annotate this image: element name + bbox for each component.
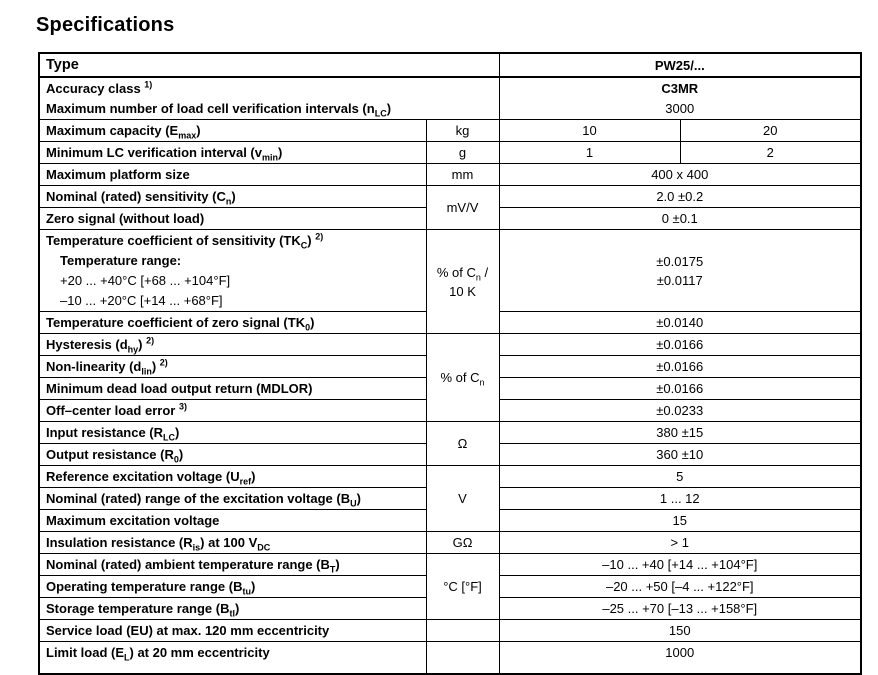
tk-unit: % of $C_n$ / 10 K (426, 230, 499, 334)
accuracy-block-labels (39, 77, 499, 120)
row-input-resistance (39, 422, 861, 444)
tk-range2: –10 ... +20°C [+14 ... +68°F] (60, 292, 223, 308)
max-excitation-voltage-value: 15 (499, 510, 861, 532)
mdlor-value: ±0.0166 (499, 378, 861, 400)
row-service-load (39, 620, 861, 642)
limit-load-label: Limit load $(E_L)$ at 20 mm eccentricity (39, 642, 426, 675)
service-load-unit (426, 620, 499, 642)
accuracy-class-value: C3MR (661, 80, 699, 96)
output-resistance-label: Output resistance $(R_0)$ (39, 444, 426, 466)
limit-load-unit (426, 642, 499, 675)
service-load-value: 150 (499, 620, 861, 642)
row-type-label: Type (39, 53, 499, 77)
non-linearity-label: Non-linearity $(d_{lin})$ $^{2)}$ (39, 356, 426, 378)
row-min-lc-interval (39, 142, 861, 164)
row-insulation-resistance (39, 532, 861, 554)
tk-sensitivity-values (499, 230, 861, 312)
tk-zero-signal-value: ±0.0140 (499, 312, 861, 334)
page-title: Specifications (36, 14, 175, 36)
row-max-platform-size (39, 164, 861, 186)
tk-sensitivity-value1: ±0.0175 (656, 253, 704, 269)
input-resistance-value: 380 ±15 (499, 422, 861, 444)
specifications-table (38, 52, 862, 675)
accuracy-class-label: Accuracy class $^{1)}$ (46, 79, 153, 96)
row-tk-sensitivity (39, 230, 861, 312)
storage-temp-range-value: –25 ... +70 [–13 ... +158°F] (499, 598, 861, 620)
zero-signal-value: 0 ±0.1 (499, 208, 861, 230)
row-type (39, 53, 861, 77)
ambient-temp-range-value: –10 ... +40 [+14 ... +104°F] (499, 554, 861, 576)
max-capacity-value-b: 20 (680, 120, 861, 142)
pct-cn-unit: % of $C_n$ (426, 334, 499, 422)
non-linearity-value: ±0.0166 (499, 356, 861, 378)
mdlor-label: Minimum dead load output return (MDLOR) (39, 378, 426, 400)
storage-temp-range-label: Storage temperature range $(B_{tl})$ (39, 598, 426, 620)
max-capacity-label: Maximum capacity $(E_{max})$ (39, 120, 426, 142)
row-nominal-sensitivity (39, 186, 861, 208)
nominal-sensitivity-value: 2.0 ±0.2 (499, 186, 861, 208)
min-lc-interval-label: Minimum LC verification interval $(v_{min})$ (39, 142, 426, 164)
row-hysteresis (39, 334, 861, 356)
hysteresis-value: ±0.0166 (499, 334, 861, 356)
max-capacity-unit: kg (426, 120, 499, 142)
hysteresis-label: Hysteresis $(d_{hy})$ $^{2)}$ (39, 334, 426, 356)
nominal-sensitivity-label: Nominal (rated) sensitivity $(C_n)$ (39, 186, 426, 208)
operating-temp-range-value: –20 ... +50 [–4 ... +122°F] (499, 576, 861, 598)
operating-temp-range-label: Operating temperature range $(B_{tu})$ (39, 576, 426, 598)
tk-zero-signal-label: Temperature coefficient of zero signal $(TK_0)$ (39, 312, 426, 334)
row-type-value: PW25/... (499, 53, 861, 77)
input-resistance-label: Input resistance $(R_{LC})$ (39, 422, 426, 444)
zero-signal-label: Zero signal (without load) (39, 208, 426, 230)
celsius-fahrenheit-unit: °C [°F] (426, 554, 499, 620)
insulation-resistance-label: Insulation resistance $(R_{is})$ at 100 $V_{DC}$ (39, 532, 426, 554)
limit-load-value: 1000 (499, 642, 861, 675)
row-limit-load (39, 642, 861, 675)
ref-excitation-voltage-value: 5 (499, 466, 861, 488)
row-max-capacity (39, 120, 861, 142)
output-resistance-value: 360 ±10 (499, 444, 861, 466)
min-lc-interval-value-b: 2 (680, 142, 861, 164)
max-platform-size-label: Maximum platform size (39, 164, 426, 186)
service-load-label: Service load (EU) at max. 120 mm eccentricity (39, 620, 426, 642)
ref-excitation-voltage-label: Reference excitation voltage $(U_{ref})$ (39, 466, 426, 488)
min-lc-interval-unit: g (426, 142, 499, 164)
max-intervals-label: Maximum number of load cell verification intervals $(n_{LC})$ (46, 100, 392, 119)
tk-range1: +20 ... +40°C [+68 ... +104°F] (60, 272, 231, 288)
excitation-voltage-range-value: 1 ... 12 (499, 488, 861, 510)
row-ambient-temp-range (39, 554, 861, 576)
row-accuracy-block (39, 77, 861, 120)
off-center-load-error-value: ±0.0233 (499, 400, 861, 422)
sensitivity-unit: mV/V (426, 186, 499, 230)
off-center-load-error-label: Off–center load error $^{3)}$ (39, 400, 426, 422)
max-intervals-value: 3000 (665, 100, 695, 116)
tk-temperature-range-label: Temperature range: (60, 252, 182, 268)
accuracy-block-values (499, 77, 861, 120)
insulation-resistance-value: > 1 (499, 532, 861, 554)
tk-sensitivity-labels (39, 230, 426, 312)
max-excitation-voltage-label: Maximum excitation voltage (39, 510, 426, 532)
ambient-temp-range-label: Nominal (rated) ambient temperature range $(B_T)$ (39, 554, 426, 576)
max-capacity-value-a: 10 (499, 120, 680, 142)
row-ref-excitation-voltage (39, 466, 861, 488)
tk-sensitivity-label: Temperature coefficient of sensitivity $(TK_C)$ $^{2)}$ (46, 231, 324, 251)
tk-sensitivity-value2: ±0.0117 (656, 272, 703, 288)
min-lc-interval-value-a: 1 (499, 142, 680, 164)
volt-unit: V (426, 466, 499, 532)
excitation-voltage-range-label: Nominal (rated) range of the excitation voltage $(B_U)$ (39, 488, 426, 510)
ohm-unit: Ω (426, 422, 499, 466)
max-platform-size-unit: mm (426, 164, 499, 186)
gigaohm-unit: GΩ (426, 532, 499, 554)
max-platform-size-value: 400 x 400 (499, 164, 861, 186)
